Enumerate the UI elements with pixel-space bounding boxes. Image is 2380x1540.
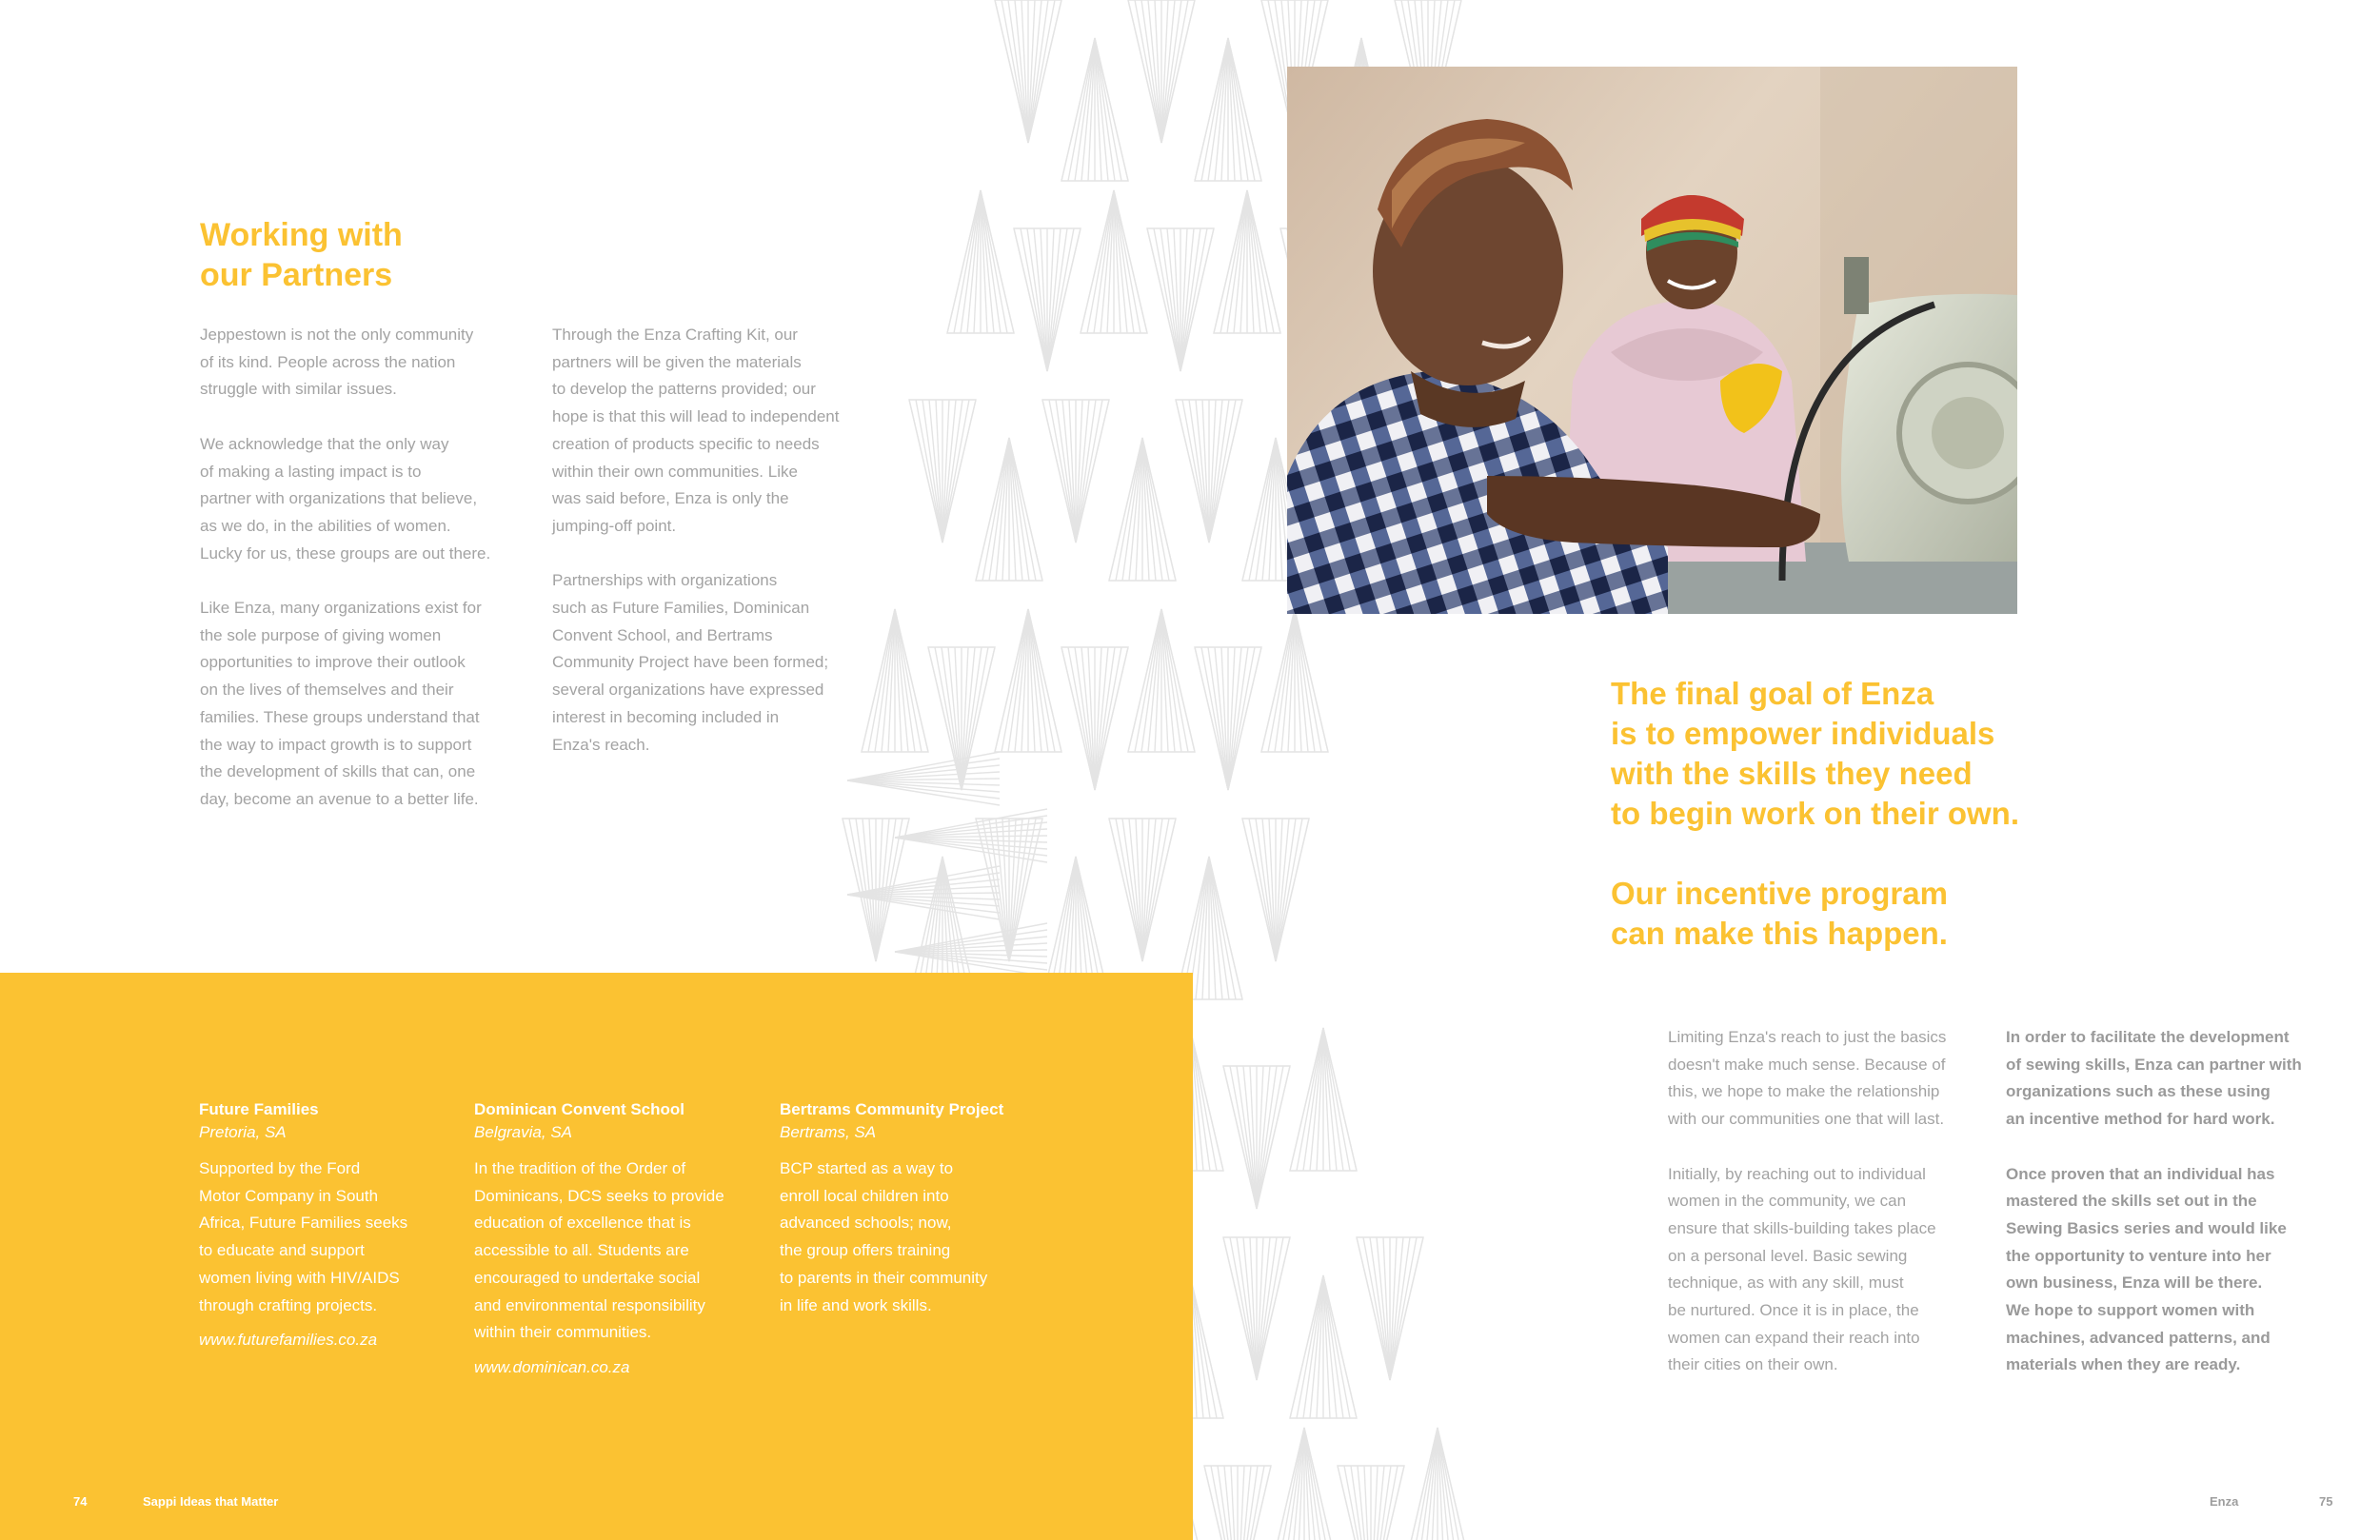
partner-bertrams-community-project [780, 1098, 1065, 1319]
paragraph: We acknowledge that the only way of making a lasting impact is to partner with organizations that believe, as we do, in the abilities of women. Lucky for us, these groups are out there. [200, 434, 491, 563]
paragraph: Partnerships with organizations such as Future Families, Dominican Convent School, and Bertrams Community Project have been formed; several organizations have expressed interest in becoming included in Enza's reach. [552, 571, 829, 754]
partner-name: Dominican Convent School [474, 1100, 685, 1118]
partner-name: Bertrams Community Project [780, 1100, 1004, 1118]
partner-location: Pretoria, SA [199, 1123, 287, 1141]
paragraph: Jeppestown is not the only community of its kind. People across the nation struggle with similar issues. [200, 326, 474, 399]
right-body-column-2 [2006, 1024, 2320, 1407]
footer-title-right: Enza [2210, 1494, 2239, 1509]
partner-link[interactable]: www.futurefamilies.co.za [199, 1331, 378, 1350]
paragraph: Through the Enza Crafting Kit, our partners will be given the materials to develop the patterns provided; our hope is that this will lead to independent creation of products specific to needs within their own communities. Like was said before, Enza is only the jumping-off point. [552, 326, 840, 535]
pull-quote-line-1: The final goal of Enza is to empower individuals with the skills they need to begin work on their own. [1611, 676, 2019, 831]
photo-women-sewing-machine [1287, 67, 2017, 614]
partner-description: BCP started as a way to enroll local children into advanced schools; now, the group offers training to parents in their community in life and work skills. [780, 1159, 988, 1314]
left-body-column-1 [200, 322, 505, 840]
footer-title-left: Sappi Ideas that Matter [143, 1494, 279, 1509]
heading-working-with-partners: Working with our Partners [200, 217, 403, 293]
paragraph: Once proven that an individual has mastered the skills set out in the Sewing Basics series and would like the opportunity to venture into her own business, Enza will be there. We hope to support women with machines, advanced patterns, and materials when they are ready. [2006, 1164, 2287, 1374]
partner-future-families [199, 1098, 446, 1354]
partner-dominican-convent-school [474, 1098, 760, 1382]
partner-name: Future Families [199, 1100, 319, 1118]
page-number-left: 74 [73, 1494, 88, 1509]
partner-description: Supported by the Ford Motor Company in South Africa, Future Families seeks to educate and support women living with HIV/AIDS through crafting projects. [199, 1159, 408, 1314]
pull-quote [1611, 674, 2019, 954]
left-body-column-2 [552, 322, 857, 786]
partner-link[interactable]: www.dominican.co.za [474, 1357, 630, 1376]
partner-description: In the tradition of the Order of Dominicans, DCS seeks to provide education of excellence that is accessible to all. Students are encouraged to undertake social and environmental responsibility within their communities. [474, 1159, 724, 1342]
partner-location: Bertrams, SA [780, 1123, 877, 1141]
right-body-column-1 [1668, 1024, 1973, 1407]
paragraph: In order to facilitate the development of sewing skills, Enza can partner with organizations such as these using an incentive method for hard work. [2006, 1028, 2302, 1129]
paragraph: Initially, by reaching out to individual women in the community, we can ensure that skills-building takes place on a personal level. Basic sewing technique, as with any skill, must be nurtured. Once it is in place, the women can expand their reach into their cities on their own. [1668, 1164, 1936, 1374]
partner-location: Belgravia, SA [474, 1123, 572, 1141]
pull-quote-line-2: Our incentive program can make this happen. [1611, 876, 1948, 951]
paragraph: Limiting Enza's reach to just the basics doesn't make much sense. Because of this, we hope to make the relationship with our communities one that will last. [1668, 1028, 1947, 1129]
paragraph: Like Enza, many organizations exist for the sole purpose of giving women opportunities to improve their outlook on the lives of themselves and their families. These groups understand that the way to impact growth is to support the development of skills that can, one day, become an avenue to a better life. [200, 599, 482, 808]
page-number-right: 75 [2319, 1494, 2333, 1509]
